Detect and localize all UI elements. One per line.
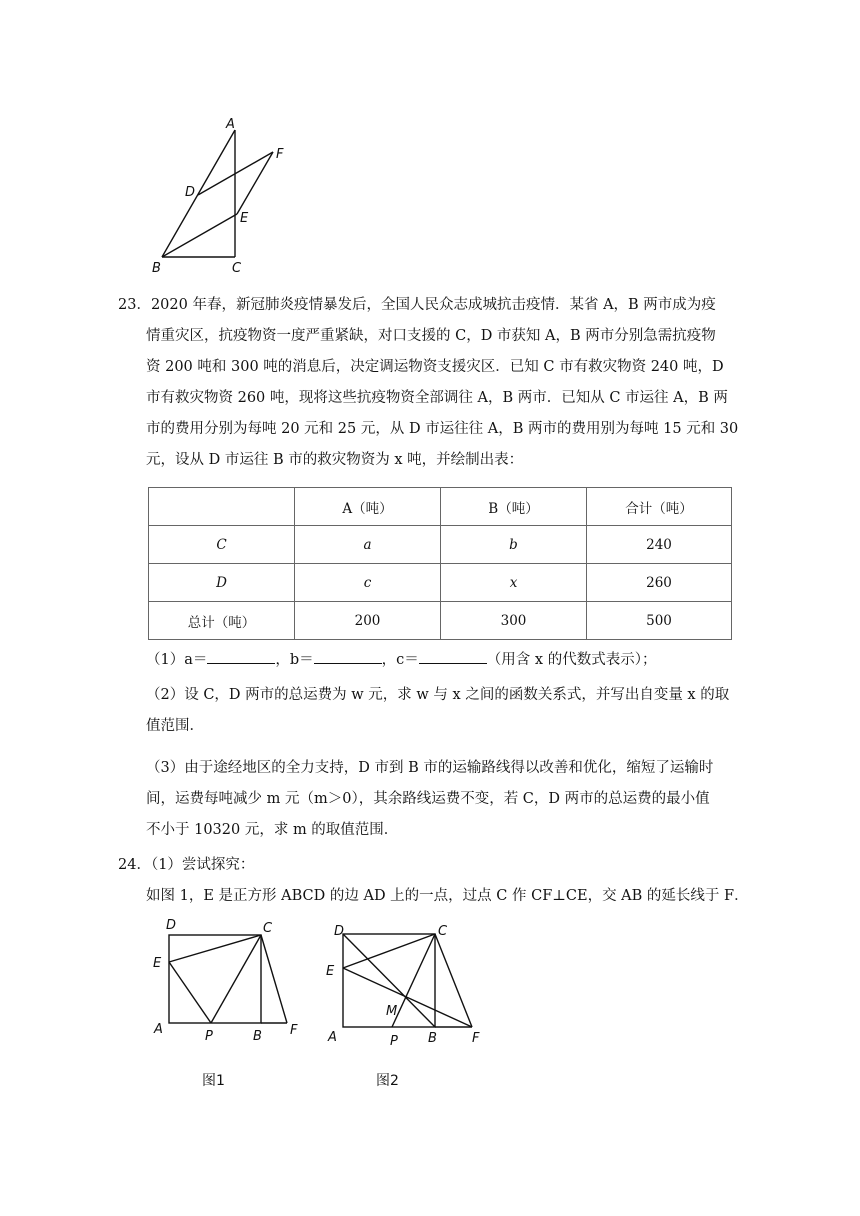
table-header-cell: B（吨）	[441, 488, 587, 526]
part1-c-label: ，c＝	[381, 652, 419, 668]
q23-line3: 资 200 吨和 300 吨的消息后，决定调运物资支援灾区．已知 C 市有救灾物资 240 吨，D	[146, 359, 724, 375]
fig2-label-M: M	[386, 1004, 398, 1019]
fig2-label-P: P	[390, 1034, 398, 1049]
table-cell: 总计（吨）	[149, 602, 295, 640]
label-F: F	[276, 147, 284, 162]
table-cell: 260	[587, 564, 732, 602]
table-cell: x	[441, 564, 587, 602]
answer-blank-b[interactable]	[314, 649, 382, 664]
square-figure-1	[145, 912, 315, 1052]
fig2-label-C: C	[438, 924, 448, 939]
fig1-label-B: B	[253, 1029, 262, 1044]
table-row	[149, 602, 732, 640]
table-cell: b	[441, 526, 587, 564]
q23-number: 23．	[118, 297, 151, 313]
table-row	[149, 526, 732, 564]
q23-line4: 市有救灾物资 260 吨，现将这些抗疫物资全部调往 A，B 两市．已知从 C 市运往 A，B 两	[146, 390, 728, 406]
part1-b-label: ，b＝	[275, 652, 314, 668]
label-E: E	[240, 211, 249, 226]
fig2-label-E: E	[326, 964, 335, 979]
label-C: C	[232, 261, 242, 276]
part1-tail: （用含 x 的代数式表示）；	[486, 652, 657, 668]
figure-2-caption: 图2	[376, 1073, 399, 1089]
fig1-label-F: F	[290, 1023, 298, 1038]
fig2-label-F: F	[472, 1031, 480, 1046]
q23-line6: 元，设从 D 市运往 B 市的救灾物资为 x 吨，并绘制出表：	[146, 452, 524, 468]
table-cell: 200	[295, 602, 441, 640]
table-cell: 500	[587, 602, 732, 640]
part1-a-label: （1）a＝	[146, 652, 208, 668]
q23-part3-line3: 不小于 10320 元，求 m 的取值范围．	[146, 822, 399, 838]
answer-blank-c[interactable]	[419, 649, 487, 664]
fig1-label-A: A	[154, 1022, 163, 1037]
fig2-label-D: D	[334, 924, 345, 939]
q23-line5: 市的费用分别为每吨 20 元和 25 元，从 D 市运往往 A，B 两市的费用别为每吨 15 元和 30	[146, 421, 739, 437]
table-cell: a	[295, 526, 441, 564]
square-figure-2	[320, 915, 500, 1055]
q24-heading-text: （1）尝试探究：	[150, 857, 255, 873]
fig1-label-P: P	[205, 1029, 213, 1044]
figure-1-caption: 图1	[202, 1073, 225, 1089]
label-B: B	[152, 261, 161, 276]
q24-line1: 如图 1，E 是正方形 ABCD 的边 AD 上的一点，过点 C 作 CF⊥CE，交 AB 的延长线于 F．	[146, 888, 749, 904]
q23-part2-line1: （2）设 C，D 两市的总运费为 w 元，求 w 与 x 之间的函数关系式，并写出自变量 x 的取	[146, 687, 730, 703]
table-header-row	[149, 488, 732, 526]
table-row	[149, 564, 732, 602]
q23-text-1: 2020 年春，新冠肺炎疫情暴发后，全国人民众志成城抗击疫情．某省 A，B 两市成为疫	[150, 297, 716, 313]
table-cell: 240	[587, 526, 732, 564]
q23-part2-line2: 值范围．	[146, 718, 204, 734]
fig1-label-C: C	[263, 921, 273, 936]
table-header-cell: A（吨）	[295, 488, 441, 526]
table-cell: C	[149, 526, 295, 564]
fig2-label-B: B	[428, 1031, 437, 1046]
q23-line2: 情重灾区，抗疫物资一度严重紧缺，对口支援的 C，D 市获知 A，B 两市分别急需抗疫物	[146, 328, 716, 344]
fig2-label-A: A	[328, 1030, 337, 1045]
triangle-figure	[140, 110, 300, 280]
q23-line1	[118, 290, 716, 321]
table-header-cell: 合计（吨）	[587, 488, 732, 526]
q23-part3-line2: 间，运费每吨减少 m 元（m＞0），其余路线运费不变，若 C，D 两市的总运费的最小值	[146, 791, 710, 807]
table-header-cell	[149, 488, 295, 526]
label-A: A	[226, 117, 235, 132]
fig1-label-D: D	[166, 918, 177, 933]
q24-heading	[118, 850, 708, 881]
transport-table	[148, 487, 732, 640]
label-D: D	[185, 185, 196, 200]
table-cell: D	[149, 564, 295, 602]
table-cell: c	[295, 564, 441, 602]
q23-part3-line1: （3）由于途经地区的全力支持，D 市到 B 市的运输路线得以改善和优化，缩短了运输时	[146, 760, 714, 776]
answer-blank-a[interactable]	[207, 649, 275, 664]
q24-number: 24．	[118, 857, 151, 873]
table-cell: 300	[441, 602, 587, 640]
fig1-label-E: E	[153, 956, 162, 971]
q23-part1	[146, 645, 736, 676]
